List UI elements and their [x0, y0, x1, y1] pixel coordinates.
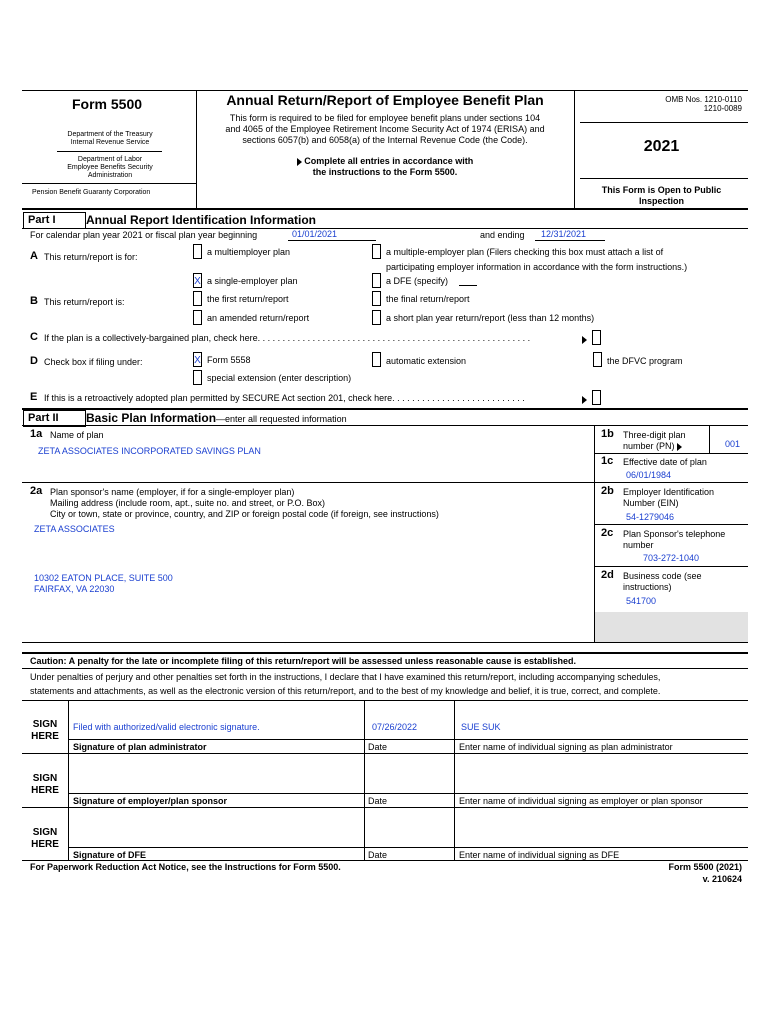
complete-instructions: Complete all entries in accordance with the instructions to the Form 5500.	[196, 156, 574, 178]
part2-tag: Part II	[23, 410, 86, 427]
form-title: Form 5500	[72, 96, 143, 112]
amended-return-label: an amended return/report	[207, 313, 310, 323]
part1-title: Annual Report Identification Information	[86, 213, 316, 227]
sign-col-divider	[68, 700, 69, 860]
date-col-divider-left	[364, 700, 365, 860]
final-return-label: the final return/report	[386, 294, 470, 304]
employer-signature-line	[68, 793, 748, 794]
year-divider	[580, 178, 748, 179]
admin-signature-date: 07/26/2022	[372, 722, 418, 732]
line-1b-label: 1b	[601, 428, 614, 440]
line-e-text: If this is a retroactively adopted plan permitted by SECURE Act section 201, check here. . . . . . . . . . . . . . . . . . . . . . . . . . .	[44, 393, 525, 403]
end-date-underline	[535, 240, 605, 241]
main-title: Annual Return/Report of Employee Benefit Plan	[226, 92, 544, 108]
admin-name-label: Enter name of individual signing as plan administrator	[459, 742, 673, 752]
line-b-text: This return/report is:	[44, 297, 125, 307]
sign-here-1: SIGN HERE	[31, 719, 59, 742]
admin-signature-line	[68, 739, 748, 740]
employer-signature-label: Signature of employer/plan sponsor	[73, 796, 228, 806]
form-5558-label: Form 5558	[207, 355, 251, 365]
signature-row-1-bottom	[22, 753, 748, 754]
line-a-label: A	[30, 250, 38, 262]
line-e-label: E	[30, 391, 38, 403]
line-2a-top-rule	[22, 482, 748, 483]
business-code-value: 541700	[626, 596, 657, 606]
line-c-label: C	[30, 331, 38, 343]
open-inspection: This Form is Open to Public Inspection	[601, 185, 722, 206]
part2-top-rule	[22, 408, 748, 410]
line-d-text: Check box if filing under:	[44, 357, 143, 367]
agency-pbgc: Pension Benefit Guaranty Corporation	[32, 189, 151, 196]
dfe-name-label: Enter name of individual signing as DFE	[459, 850, 620, 860]
dfvc-checkbox[interactable]	[593, 352, 602, 367]
dfe-date-label: Date	[368, 850, 388, 860]
line-2b-rule	[594, 524, 748, 525]
signature-top-rule	[22, 700, 748, 701]
agency-divider	[57, 151, 162, 152]
effective-date-value: 06/01/1984	[626, 470, 672, 480]
dfe-label: a DFE (specify)	[386, 276, 449, 286]
begin-date-underline	[288, 240, 376, 241]
line-d-label: D	[30, 355, 38, 367]
short-plan-year-checkbox[interactable]	[372, 310, 381, 325]
line-2a-label: 2a	[30, 485, 43, 497]
arrow-icon	[297, 158, 302, 166]
form-description: This form is required to be filed for employee benefit plans under sections 104 and 4065 of the Employee Retirement Income Security Act of 1974 (ERISA) and sections 6057(b) and 6058(a) of the Internal Revenue Code (the Code).	[225, 113, 545, 145]
employer-date-label: Date	[368, 796, 388, 806]
first-return-checkbox[interactable]	[193, 291, 202, 306]
signature-bottom-rule	[22, 860, 748, 861]
arrow-icon	[677, 443, 682, 451]
perjury-statement: Under penalties of perjury and other penalties set forth in the instructions, I declare that I have examined this return/report, including accompanying schedules, statements and attachments, as well as the electronic version of this return/report, and to the best of my knowledge and belief, it is true, correct, and complete.	[30, 672, 661, 696]
multiemployer-label: a multiemployer plan	[207, 247, 291, 257]
sign-here-3: SIGN HERE	[31, 827, 59, 850]
admin-date-label: Date	[368, 742, 388, 752]
part2-title: Basic Plan Information—enter all requested information	[86, 411, 347, 425]
ending-label: and ending	[480, 230, 525, 240]
line-1a-label: 1a	[30, 428, 43, 440]
sponsor-name-value: ZETA ASSOCIATES	[34, 524, 115, 534]
dfe-checkbox[interactable]	[372, 273, 381, 288]
single-employer-checkbox[interactable]: X	[193, 273, 202, 288]
automatic-extension-label: automatic extension	[386, 356, 467, 366]
paperwork-notice: For Paperwork Reduction Act Notice, see the Instructions for Form 5500.	[30, 862, 341, 872]
calendar-year-label: For calendar plan year 2021 or fiscal plan year beginning	[30, 230, 258, 240]
part1-title-rule	[22, 228, 748, 229]
form-year: 2021	[643, 138, 680, 155]
part2-bottom-rule	[22, 642, 748, 643]
multiple-employer-checkbox[interactable]	[372, 244, 381, 259]
ein-value: 54-1279046	[626, 512, 675, 522]
sponsor-address: 10302 EATON PLACE, SUITE 500 FAIRFAX, VA 22030	[34, 573, 173, 594]
line-1c-label: 1c	[601, 455, 614, 467]
line-2c-label: 2c	[601, 527, 614, 539]
multiple-employer-label: a multiple-employer plan (Filers checking this box must attach a list of participating employer information in accordance with the form instructions.)	[386, 247, 688, 272]
plan-year-end-date: 12/31/2021	[541, 229, 587, 239]
line-2c-rule	[594, 566, 748, 567]
automatic-extension-checkbox[interactable]	[372, 352, 381, 367]
electronic-signature-note: Filed with authorized/valid electronic signature.	[73, 722, 260, 732]
header-bottom-rule	[22, 208, 748, 210]
line-1a-text: Name of plan	[50, 430, 104, 440]
phone-value: 703-272-1040	[643, 553, 700, 563]
line-a-text: This return/report is for:	[44, 252, 138, 262]
employer-name-label: Enter name of individual signing as employer or plan sponsor	[459, 796, 703, 806]
caution-text: Caution: A penalty for the late or incomplete filing of this return/report will be assessed unless reasonable cause is established.	[30, 656, 576, 666]
line-2b-label: 2b	[601, 485, 614, 497]
amended-return-checkbox[interactable]	[193, 310, 202, 325]
sign-here-2: SIGN HERE	[31, 773, 59, 796]
date-col-divider-right	[454, 700, 455, 860]
omb-divider	[580, 122, 748, 123]
line-1b-rule	[594, 453, 748, 454]
part2-right-col-divider	[594, 425, 595, 642]
collective-bargained-checkbox[interactable]	[592, 330, 601, 345]
special-extension-checkbox[interactable]	[193, 370, 202, 385]
agency-labor: Department of Labor Employee Benefits Security Administration	[67, 156, 153, 179]
arrow-icon	[582, 396, 587, 404]
admin-signature-label: Signature of plan administrator	[73, 742, 207, 752]
dfe-specify-underline	[459, 285, 477, 286]
caution-top-rule	[22, 652, 748, 654]
omb-numbers: OMB Nos. 1210-0110 1210-0089	[665, 95, 742, 113]
part1-tag: Part I	[23, 212, 86, 229]
form-5558-checkbox[interactable]: X	[193, 352, 202, 367]
signature-row-2-bottom	[22, 807, 748, 808]
line-1b-text: Three-digit plan number (PN)	[623, 430, 686, 451]
arrow-icon	[582, 336, 587, 344]
dfe-signature-label: Signature of DFE	[73, 850, 147, 860]
single-employer-label: a single-employer plan	[207, 276, 298, 286]
agency-treasury: Department of the Treasury Internal Revenue Service	[67, 131, 153, 146]
line-2b-text: Employer Identification Number (EIN)	[623, 487, 715, 508]
plan-number-value: 001	[724, 439, 740, 449]
final-return-checkbox[interactable]	[372, 291, 381, 306]
special-extension-label: special extension (enter description)	[207, 373, 352, 383]
plan-name-value: ZETA ASSOCIATES INCORPORATED SAVINGS PLAN	[38, 446, 261, 456]
admin-signer-name: SUE SUK	[461, 722, 501, 732]
line-2d-text: Business code (see instructions)	[623, 571, 702, 592]
footer-version: v. 210624	[702, 874, 742, 884]
plan-year-begin-date: 01/01/2021	[292, 229, 338, 239]
line-2d-label: 2d	[601, 569, 614, 581]
first-return-label: the first return/report	[207, 294, 289, 304]
multiemployer-checkbox[interactable]	[193, 244, 202, 259]
dfe-signature-line	[68, 847, 748, 848]
line-1c-text: Effective date of plan	[623, 457, 707, 467]
footer-form-id: Form 5500 (2021)	[668, 862, 742, 872]
line-c-text: If the plan is a collectively-bargained plan, check here. . . . . . . . . . . . . . . . . . . . . . . . . . . . . . . . . . . . . . . . . . . . . . . . . . . . . . .	[44, 333, 531, 343]
line-2a-text: Plan sponsor's name (employer, if for a single-employer plan) Mailing address (include room, apt., suite no. and street, or P.O. Box) City or town, state or province, country, and ZIP or foreign postal code (if foreign, see instructions)	[50, 487, 439, 519]
secure-act-checkbox[interactable]	[592, 390, 601, 405]
line-b-label: B	[30, 295, 38, 307]
part2-title-rule	[22, 425, 748, 426]
short-plan-year-label: a short plan year return/report (less than 12 months)	[386, 313, 595, 323]
part2-shaded-cell	[595, 612, 748, 642]
agency-divider-2	[22, 183, 196, 184]
caution-rule	[22, 668, 748, 669]
dfvc-label: the DFVC program	[607, 356, 683, 366]
line-2c-text: Plan Sponsor's telephone number	[623, 529, 726, 550]
